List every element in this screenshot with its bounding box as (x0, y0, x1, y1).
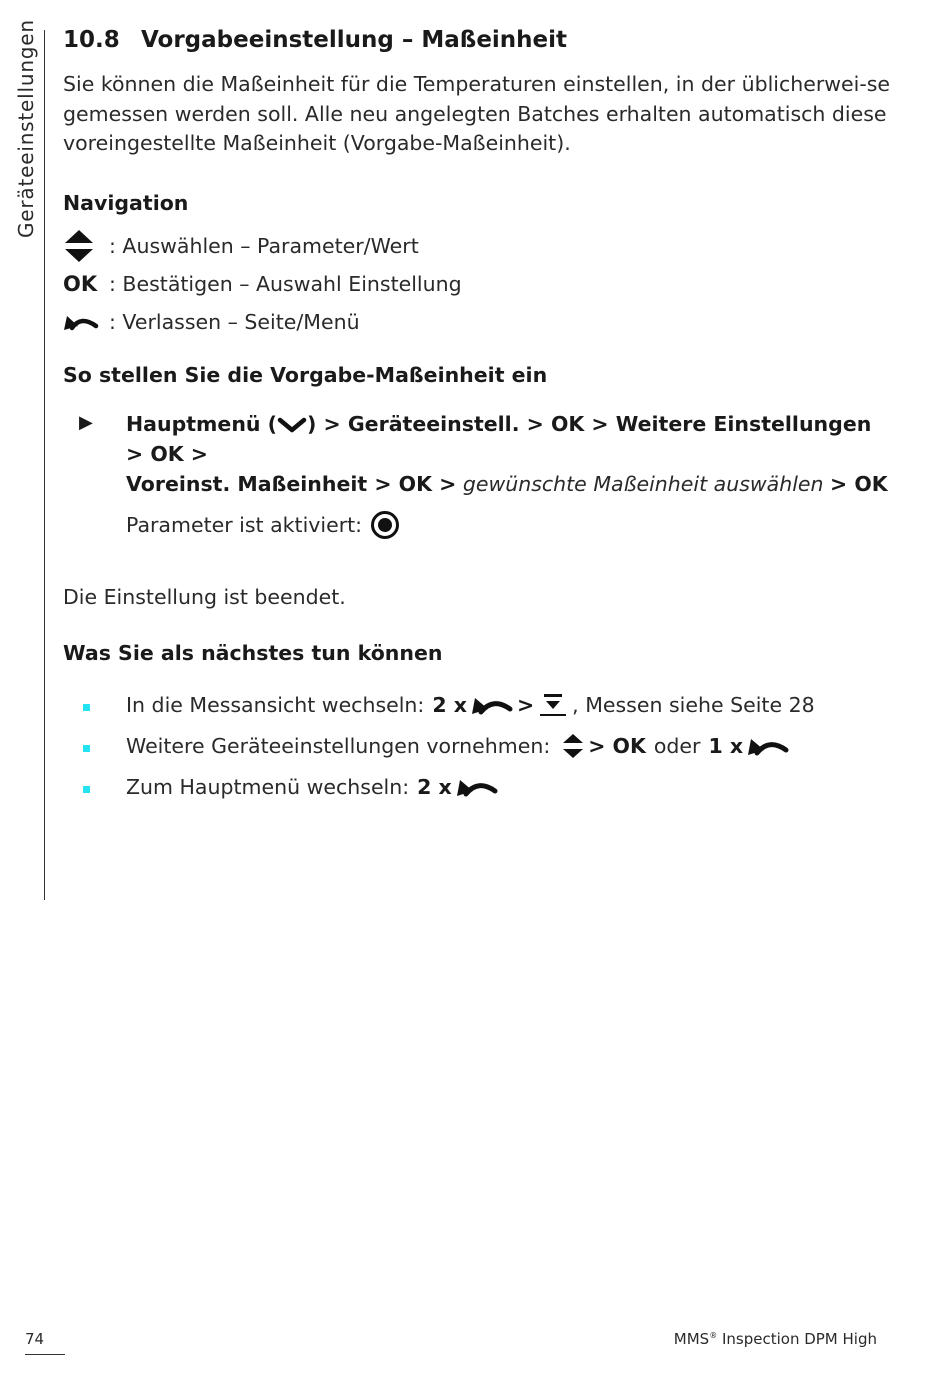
instruction-step (63, 409, 893, 541)
side-rule (44, 30, 45, 900)
section-number: 10.8 (63, 27, 120, 53)
nav-item-select (63, 227, 893, 265)
navigation-list (63, 227, 893, 341)
step-triangle-icon: ▶ (79, 411, 93, 433)
list-item: Zum Hauptmenü wechseln: 2 x (63, 767, 893, 808)
nav-item-confirm (63, 265, 893, 303)
step-path-line-2: Voreinst. Maßeinheit > OK > gewünschte Maßeinheit auswählen > OK (126, 471, 888, 496)
page-content (63, 24, 893, 808)
page-number: 74 (25, 1330, 45, 1348)
setting-heading: So stellen Sie die Vorgabe-Maßeinheit ein (63, 362, 548, 387)
up-down-arrows-icon (63, 229, 109, 263)
bullet-marker (83, 745, 90, 752)
step-path-line-1: Hauptmenü ( ) > Geräteeinstell. > OK > Weitere Einstellungen > OK > (126, 411, 872, 466)
back-arrow-icon (471, 693, 513, 717)
radio-selected-icon (370, 510, 400, 540)
next-steps-list (63, 685, 893, 808)
param-activated: Parameter ist aktiviert: (126, 509, 893, 541)
navigation-heading: Navigation (63, 190, 189, 215)
back-arrow-icon (63, 311, 109, 333)
intro-paragraph: Sie können die Maßeinheit für die Temperaturen einstellen, in der üblicherwei-se gemessen werden soll. Alle neu angelegten Batches erhalten automatisch diese voreingestellte Maßeinheit (Vorgabe-Maßeinheit). (63, 72, 891, 155)
nav-item-exit-text: : Verlassen – Seite/Menü (109, 309, 360, 334)
bullet-marker (83, 704, 90, 711)
ok-symbol: OK (63, 271, 98, 296)
list-item: Weitere Geräteeinstellungen vornehmen: > OK oder 1 x (63, 726, 893, 767)
next-steps-heading: Was Sie als nächstes tun können (63, 640, 443, 665)
list-item: In die Messansicht wechseln: 2 x > , Messen siehe Seite 28 (63, 685, 893, 726)
back-arrow-icon (747, 734, 789, 758)
footer-rule (25, 1354, 65, 1355)
done-text: Die Einstellung ist beendet. (63, 584, 346, 609)
footer-product-title: MMS® Inspection DPM High (673, 1330, 877, 1348)
nav-item-confirm-text: : Bestätigen – Auswahl Einstellung (109, 271, 462, 296)
section-title: Vorgabeeinstellung – Maßeinheit (141, 27, 568, 53)
side-tab-label: Geräteeinstellungen (14, 19, 38, 238)
nav-item-exit (63, 303, 893, 341)
chevron-down-icon (277, 416, 307, 434)
back-arrow-icon (456, 775, 498, 799)
up-down-arrows-icon (562, 733, 584, 759)
bullet-marker (83, 786, 90, 793)
nav-item-select-text: : Auswählen – Parameter/Wert (109, 233, 419, 258)
measure-icon (538, 691, 568, 719)
side-tab (14, 19, 42, 240)
section-heading (63, 24, 893, 56)
